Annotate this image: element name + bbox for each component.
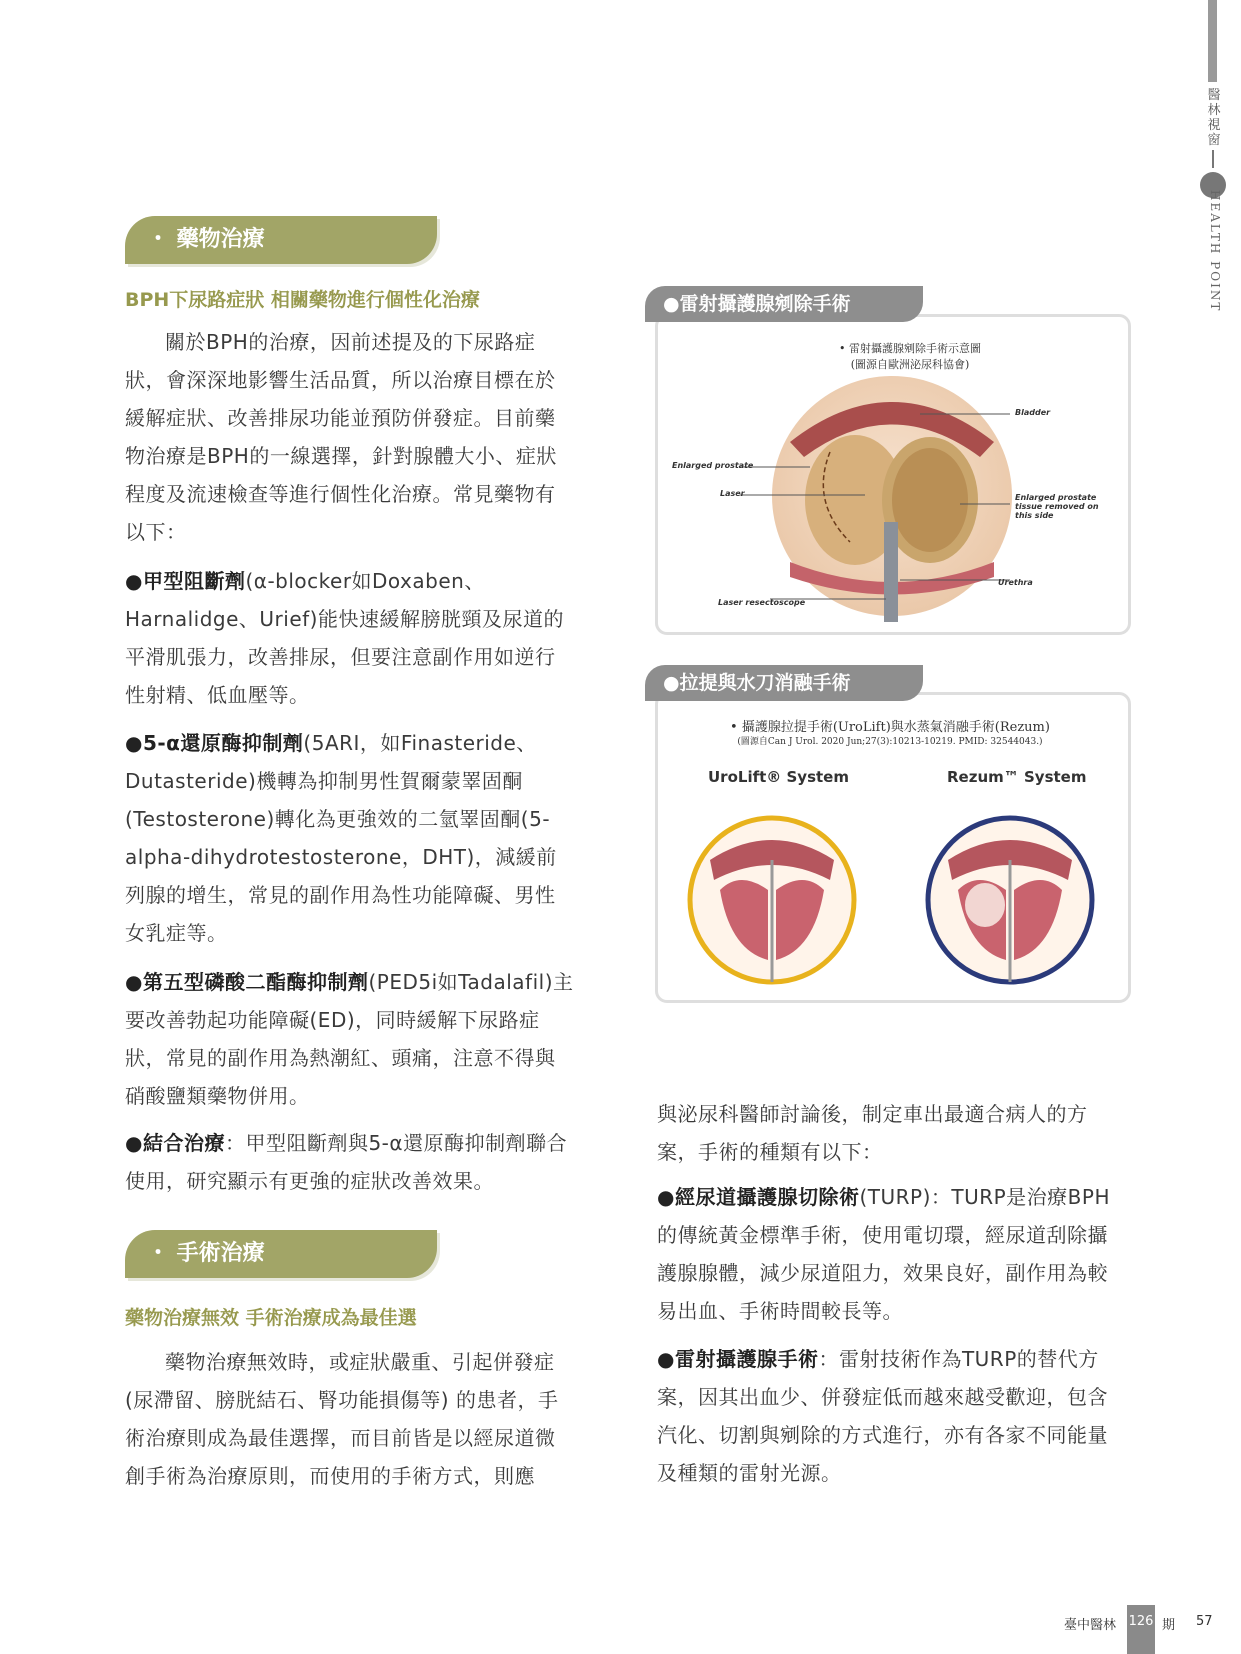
section2-item-1 [657, 1178, 1117, 1330]
section1-item-4 [125, 1124, 575, 1200]
section1-item-2 [125, 724, 575, 952]
item-head: ●甲型阻斷劑 [125, 569, 246, 593]
item-body: ：雷射技術作為TURP的替代方案，因其出血少、併發症低而越來越受歡迎，包含汽化、切割與剜除的方式進行，亦有各家不同能量及種類的雷射光源。 [657, 1347, 1108, 1485]
sidebar-en-title-wrap [1206, 190, 1222, 313]
section2-item-2 [657, 1340, 1117, 1492]
figure1-label-laser: Laser [720, 489, 745, 498]
sidebar-vertical-title: 醫林視窗 [1207, 88, 1221, 148]
figure2-rezum-title: Rezum™ System [947, 768, 1087, 786]
figure1-caption2: (圖源自歐洲泌尿科協會) [850, 358, 970, 371]
item-head: ●雷射攝護腺手術 [657, 1347, 819, 1371]
section2-title: ・ 手術治療 [125, 1230, 437, 1278]
figure2-caption2: (圖源自Can J Urol. 2020 Jun;27(3):10213-10219. PMID: 32544043.) [737, 737, 1043, 747]
section1-subtitle: BPH下尿路症狀 相關藥物進行個性化治療 [125, 289, 480, 311]
figure2-caption1: • 攝護腺拉提手術(UroLift)與水蒸氣消融手術(Rezum) [730, 720, 1050, 735]
item-body: (α-blocker如Doxaben、Harnalidge、Urief)能快速緩解膀胱頸及尿道的平滑肌張力，改善排尿，但要注意副作用如逆行性射精、低血壓等。 [125, 569, 564, 707]
item-head: ●經尿道攝護腺切除術 [657, 1185, 860, 1209]
footer-period: 期 [1162, 1618, 1176, 1633]
section1-item-1 [125, 562, 575, 714]
section1-intro: 關於BPH的治療，因前述提及的下尿路症狀，會深深地影響生活品質，所以治療目標在於緩解症狀、改善排尿功能並預防併發症。目前藥物治療是BPH的一線選擇，針對腺體大小、症狀程度及流速檢查等進行個性化治療。常見藥物有以下： [125, 330, 557, 544]
section2-subtitle: 藥物治療無效 手術治療成為最佳選 [125, 1307, 417, 1329]
item-body: (PED5i如Tadalafil)主要改善勃起功能障礙(ED)，同時緩解下尿路症狀，常見的副作用為熱潮紅、頭痛，注意不得與硝酸鹽類藥物併用。 [125, 970, 574, 1108]
item-head: ●第五型磷酸二酯酶抑制劑 [125, 970, 369, 994]
sidebar-accent-bar [1208, 0, 1217, 82]
item-body: (TURP)：TURP是治療BPH 的傳統黃金標準手術，使用電切環，經尿道刮除攝護腺腺體，減少尿道阻力，效果良好，副作用為較易出血、手術時間較長等。 [657, 1185, 1111, 1323]
footer-issue: 126 [1127, 1605, 1155, 1654]
figure1-label-scope: Laser resectoscope [718, 598, 806, 607]
item-head: ●結合治療 [125, 1131, 225, 1155]
figure2-illustration [680, 810, 1110, 990]
figure2-urolift-title: UroLift® System [708, 768, 849, 786]
footer-page: 57 [1196, 1614, 1213, 1629]
section2-continued: 與泌尿科醫師討論後，制定車出最適合病人的方案，手術的種類有以下： [657, 1102, 1088, 1164]
figure1-caption1: • 雷射攝護腺剜除手術示意圖 [839, 342, 981, 355]
figure1-label-bladder: Bladder [1015, 408, 1051, 417]
figure1-label-urethra: Urethra [998, 578, 1033, 587]
section2-intro: 藥物治療無效時，或症狀嚴重、引起併發症(尿滯留、膀胱結石、腎功能損傷等) 的患者，手術治療則成為最佳選擇，而目前皆是以經尿道微創手術為治療原則，而使用的手術方式，則應 [125, 1350, 559, 1488]
footer-magazine: 臺中醫林 [1064, 1618, 1117, 1633]
sidebar-en-title: HEALTH POINT [1208, 190, 1222, 313]
figure1-label-enlarged: Enlarged prostate [672, 461, 754, 470]
figure1-label-removed: Enlarged prostate tissue removed on this side [1015, 493, 1099, 520]
item-body: ：甲型阻斷劑與5-α還原酶抑制劑聯合使用，研究顯示有更強的症狀改善效果。 [125, 1131, 568, 1193]
item-body: (5ARI，如Finasteride、Dutasteride)機轉為抑制男性賀爾蒙睪固酮(Testosterone)轉化為更強效的二氫睪固酮(5-alpha-dihydrotestosterone，DHT)，減緩前列腺的增生，常見的副作用為性功能障礙、男性女乳症等。 [125, 731, 557, 945]
figure1-label: ●雷射攝護腺剜除手術 [645, 286, 923, 322]
sidebar-divider [1212, 150, 1214, 168]
section1-item-3 [125, 963, 575, 1115]
section1-title: ・ 藥物治療 [125, 216, 437, 264]
item-head: ●5-α還原酶抑制劑 [125, 731, 304, 755]
figure2-label: ●拉提與水刀消融手術 [645, 665, 923, 701]
